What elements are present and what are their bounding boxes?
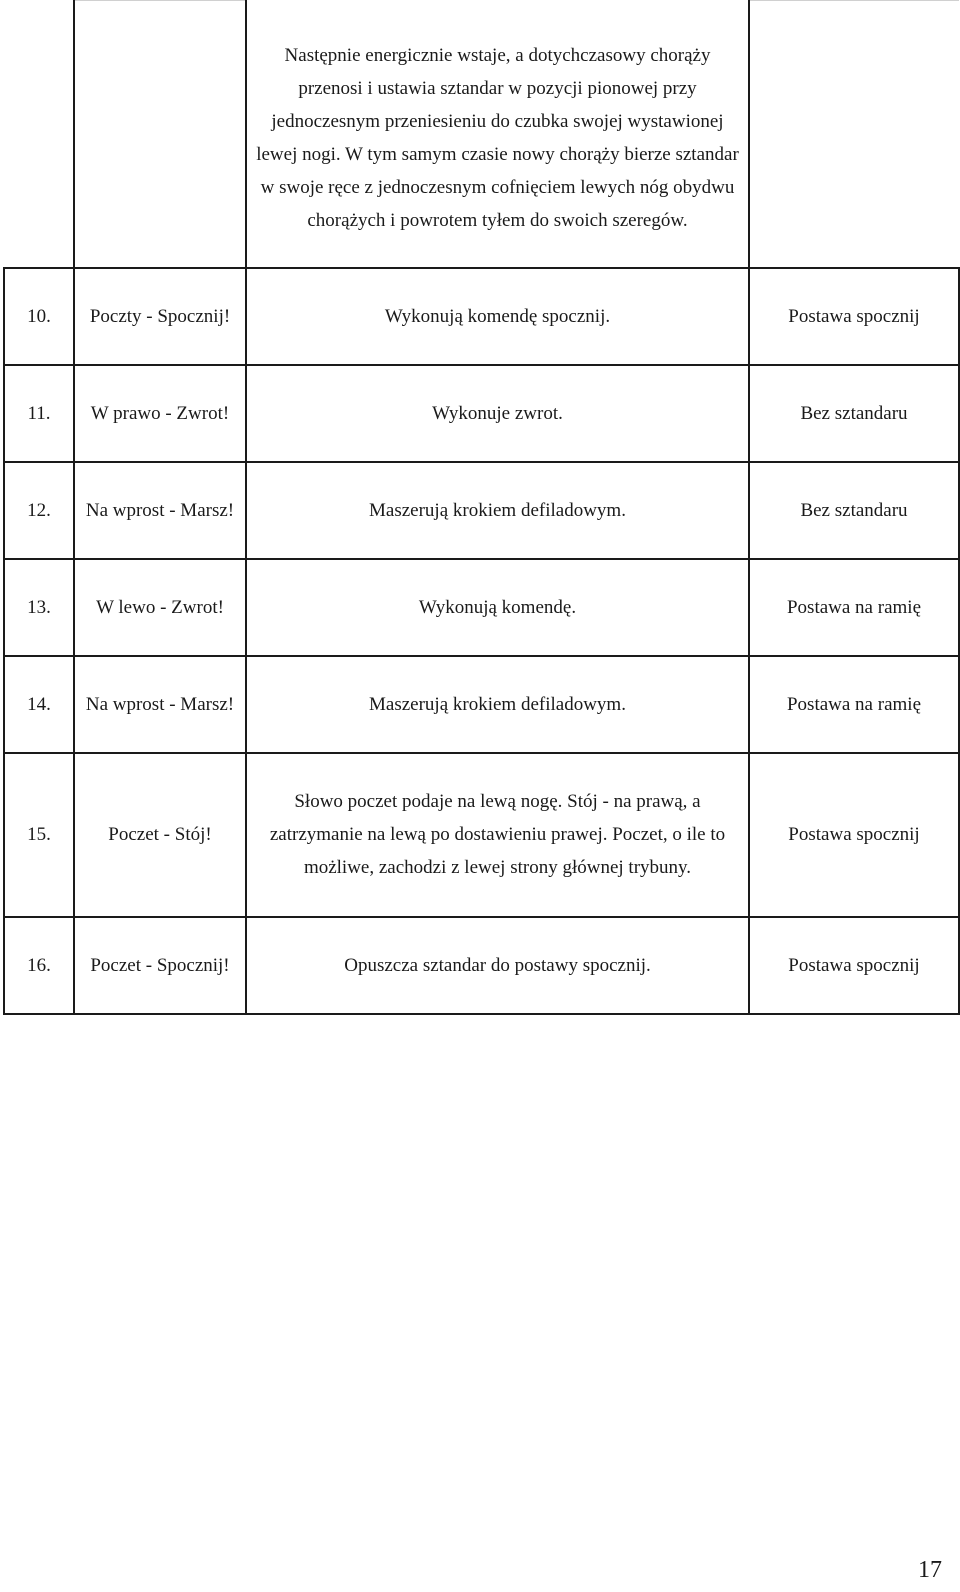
table-row-continued [4, 1, 959, 268]
cell-command: Poczet - Stój! [74, 753, 246, 917]
page-number: 17 [918, 1557, 942, 1583]
cell-number: 14. [4, 656, 74, 753]
table-row [4, 656, 959, 753]
cell-description: Maszerują krokiem defiladowym. [246, 656, 749, 753]
cell-description: Słowo poczet podaje na lewą nogę. Stój - na prawą, a zatrzymanie na lewą po dostawieniu prawej. Poczet, o ile to możliwe, zachodzi z lewej strony głównej trybuny. [246, 753, 749, 917]
table-row [4, 365, 959, 462]
cell-position: Postawa spocznij [749, 753, 959, 917]
cell-number: 15. [4, 753, 74, 917]
cell-number: 16. [4, 917, 74, 1014]
cell-description: Następnie energicznie wstaje, a dotychczasowy chorąży przenosi i ustawia sztandar w pozycji pionowej przy jednoczesnym przeniesieniu do czubka swojej wystawionej lewej nogi. W tym samym czasie nowy chorąży bierze sztandar w swoje ręce z jednoczesnym cofnięciem lewych nóg obydwu chorążych i powrotem tyłem do swoich szeregów. [246, 1, 749, 268]
ceremony-procedure-table [3, 0, 960, 1015]
cell-description: Wykonuje zwrot. [246, 365, 749, 462]
cell-command: W lewo - Zwrot! [74, 559, 246, 656]
table-row [4, 462, 959, 559]
cell-command: Poczty - Spocznij! [74, 268, 246, 365]
cell-description: Wykonują komendę spocznij. [246, 268, 749, 365]
cell-command: Na wprost - Marsz! [74, 462, 246, 559]
cell-number: 11. [4, 365, 74, 462]
cell-command: W prawo - Zwrot! [74, 365, 246, 462]
table-row [4, 559, 959, 656]
cell-command: Na wprost - Marsz! [74, 656, 246, 753]
table-row [4, 753, 959, 917]
cell-number: 13. [4, 559, 74, 656]
cell-position: Postawa na ramię [749, 559, 959, 656]
cell-description: Opuszcza sztandar do postawy spocznij. [246, 917, 749, 1014]
cell-number: 12. [4, 462, 74, 559]
cell-command [74, 1, 246, 268]
cell-number: 10. [4, 268, 74, 365]
cell-command: Poczet - Spocznij! [74, 917, 246, 1014]
cell-position: Postawa spocznij [749, 268, 959, 365]
cell-position: Bez sztandaru [749, 462, 959, 559]
cell-description: Wykonują komendę. [246, 559, 749, 656]
cell-number [4, 1, 74, 268]
cell-position: Postawa spocznij [749, 917, 959, 1014]
cell-position: Bez sztandaru [749, 365, 959, 462]
cell-position: Postawa na ramię [749, 656, 959, 753]
table-row [4, 917, 959, 1014]
cell-description: Maszerują krokiem defiladowym. [246, 462, 749, 559]
cell-position [749, 1, 959, 268]
table-row [4, 268, 959, 365]
